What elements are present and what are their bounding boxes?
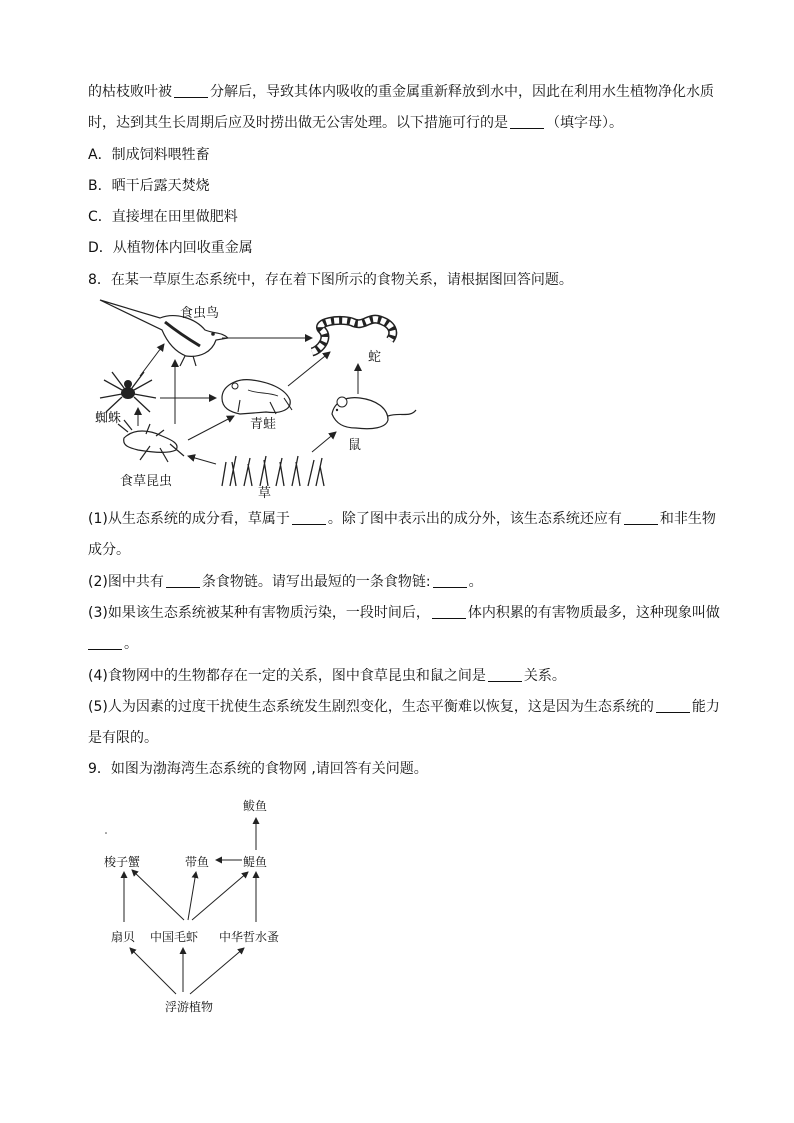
label-top-fish: 鲅鱼 bbox=[243, 799, 268, 813]
q8-text: 。除了图中表示出的成分外，该生态系统还应有 bbox=[327, 511, 622, 527]
q7-option-c: C．直接埋在田里做肥料 bbox=[88, 209, 238, 225]
label-anchovy: 鳀鱼 bbox=[243, 855, 268, 869]
label-mouse: 鼠 bbox=[348, 438, 362, 453]
arrow-shrimp-to-anchovy bbox=[192, 872, 248, 920]
q7-text: （填字母）。 bbox=[546, 115, 623, 131]
q8-text: 和非生物 bbox=[659, 511, 716, 527]
arrow-plankton-to-scallop bbox=[130, 948, 176, 994]
q8-text: (2)图中共有 bbox=[88, 574, 164, 590]
q8-text: 条食物链。请写出最短的一条食物链: bbox=[201, 574, 431, 590]
arrow-plankton-to-copepod bbox=[190, 948, 244, 994]
q7-text: 时，达到其生长周期后应及时捞出做无公害处理。以下措施可行的是 bbox=[88, 115, 508, 131]
q8-text: (3)如果该生态系统被某种有害物质污染，一段时间后， bbox=[88, 605, 430, 621]
q7-option-a: A．制成饲料喂牲畜 bbox=[88, 147, 210, 163]
q8-sub5-line2: 是有限的。 bbox=[88, 730, 158, 746]
q8-sub1-line2: 成分。 bbox=[88, 542, 130, 558]
label-hairtail: 带鱼 bbox=[185, 855, 210, 869]
q9-stem: 9．如图为渤海湾生态系统的食物网 ,请回答有关问题。 bbox=[88, 761, 428, 777]
label-snake: 蛇 bbox=[368, 350, 382, 365]
label-copepod: 中华哲水蚤 bbox=[219, 930, 280, 944]
label-insect: 食草昆虫 bbox=[120, 474, 173, 489]
arrow-shrimp-to-hairtail bbox=[188, 872, 196, 920]
label-plankton: 浮游植物 bbox=[165, 1000, 214, 1014]
q8-text: (5)人为因素的过度干扰使生态系统发生剧烈变化，生态平衡难以恢复，这是因为生态系统的 bbox=[88, 699, 654, 715]
q8-text: 体内积累的有害物质最多，这种现象叫做 bbox=[467, 605, 720, 621]
q8-text: 。 bbox=[468, 574, 483, 590]
label-shrimp: 中国毛虾 bbox=[150, 930, 199, 944]
label-crab: 梭子蟹 bbox=[104, 855, 141, 869]
q8-text: (1)从生态系统的成分看，草属于 bbox=[88, 511, 290, 527]
q8-stem: 8．在某一草原生态系统中，存在着下图所示的食物关系，请根据图回答问题。 bbox=[88, 272, 573, 288]
q7-option-b: B．晒干后露天焚烧 bbox=[88, 178, 210, 194]
label-grass: 草 bbox=[258, 486, 272, 501]
q8-text: 能力 bbox=[691, 699, 720, 715]
q7-text: 分解后，导致其体内吸收的重金属重新释放到水中，因此在利用水生植物净化水质 bbox=[210, 84, 714, 100]
q7-option-d: D．从植物体内回收重金属 bbox=[88, 240, 253, 256]
label-frog: 青蛙 bbox=[250, 417, 277, 432]
label-scallop: 扇贝 bbox=[111, 930, 136, 944]
label-spider: 蜘蛛 bbox=[95, 411, 122, 426]
label-bird: 食虫鸟 bbox=[180, 306, 220, 321]
q8-text: 关系。 bbox=[523, 668, 566, 684]
q7-text: 的枯枝败叶被 bbox=[88, 84, 172, 100]
arrow-shrimp-to-crab bbox=[132, 870, 184, 920]
q8-text: (4)食物网中的生物都存在一定的关系，图中食草昆虫和鼠之间是 bbox=[88, 668, 486, 684]
q8-text: 。 bbox=[124, 636, 138, 652]
